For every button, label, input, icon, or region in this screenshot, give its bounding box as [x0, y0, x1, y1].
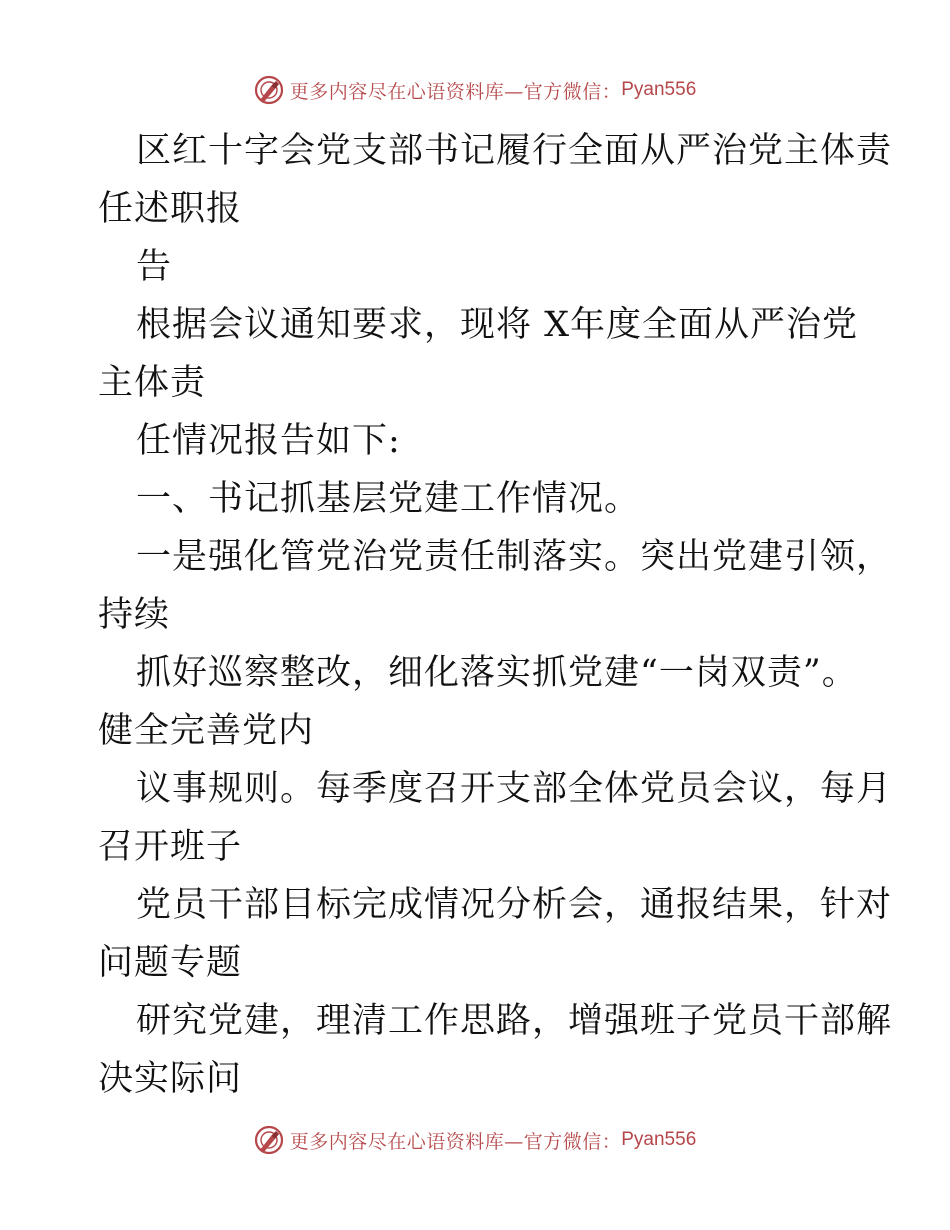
paragraph-line: 研究党建，理清工作思路，增强班子党员干部解 — [136, 1001, 893, 1041]
paragraph-line: 抓好巡察整改，细化落实抓党建“一岗双责”。 — [136, 653, 858, 693]
title-line-1: 区红十字会党支部书记履行全面从严治党主体责 — [136, 131, 893, 171]
pen-nib-logo-icon — [254, 1125, 284, 1155]
paragraph-line: 主体责 — [98, 363, 207, 403]
paragraph-line: 问题专题 — [98, 943, 243, 983]
paragraph-line: 根据会议通知要求，现将 X年度全面从严治党 — [136, 305, 859, 345]
footer-watermark-banner — [0, 1120, 950, 1160]
paragraph-line: 健全完善党内 — [98, 711, 315, 751]
header-banner-text: 更多内容尽在心语资料库—官方微信： — [289, 80, 622, 103]
footer-banner-text: 更多内容尽在心语资料库—官方微信： — [289, 1130, 622, 1153]
paragraph-line: 决实际问 — [98, 1059, 243, 1099]
paragraph-line: 持续 — [98, 595, 171, 635]
section-heading: 一、书记抓基层党建工作情况。 — [136, 479, 641, 519]
title-line-2: 任述职报 — [98, 189, 243, 229]
pen-nib-logo-icon — [254, 75, 284, 105]
document-body — [98, 122, 893, 1108]
title-line-3: 告 — [136, 247, 173, 287]
paragraph-line: 议事规则。每季度召开支部全体党员会议，每月 — [136, 769, 893, 809]
header-watermark-banner — [0, 70, 950, 110]
header-wechat-id: Pyan556 — [621, 79, 697, 100]
paragraph-line: 一是强化管党治党责任制落实。突出党建引领， — [136, 537, 893, 577]
footer-wechat-id: Pyan556 — [621, 1129, 697, 1150]
paragraph-line: 任情况报告如下: — [136, 421, 401, 461]
paragraph-line: 党员干部目标完成情况分析会，通报结果，针对 — [136, 885, 893, 925]
paragraph-line: 召开班子 — [98, 827, 243, 867]
